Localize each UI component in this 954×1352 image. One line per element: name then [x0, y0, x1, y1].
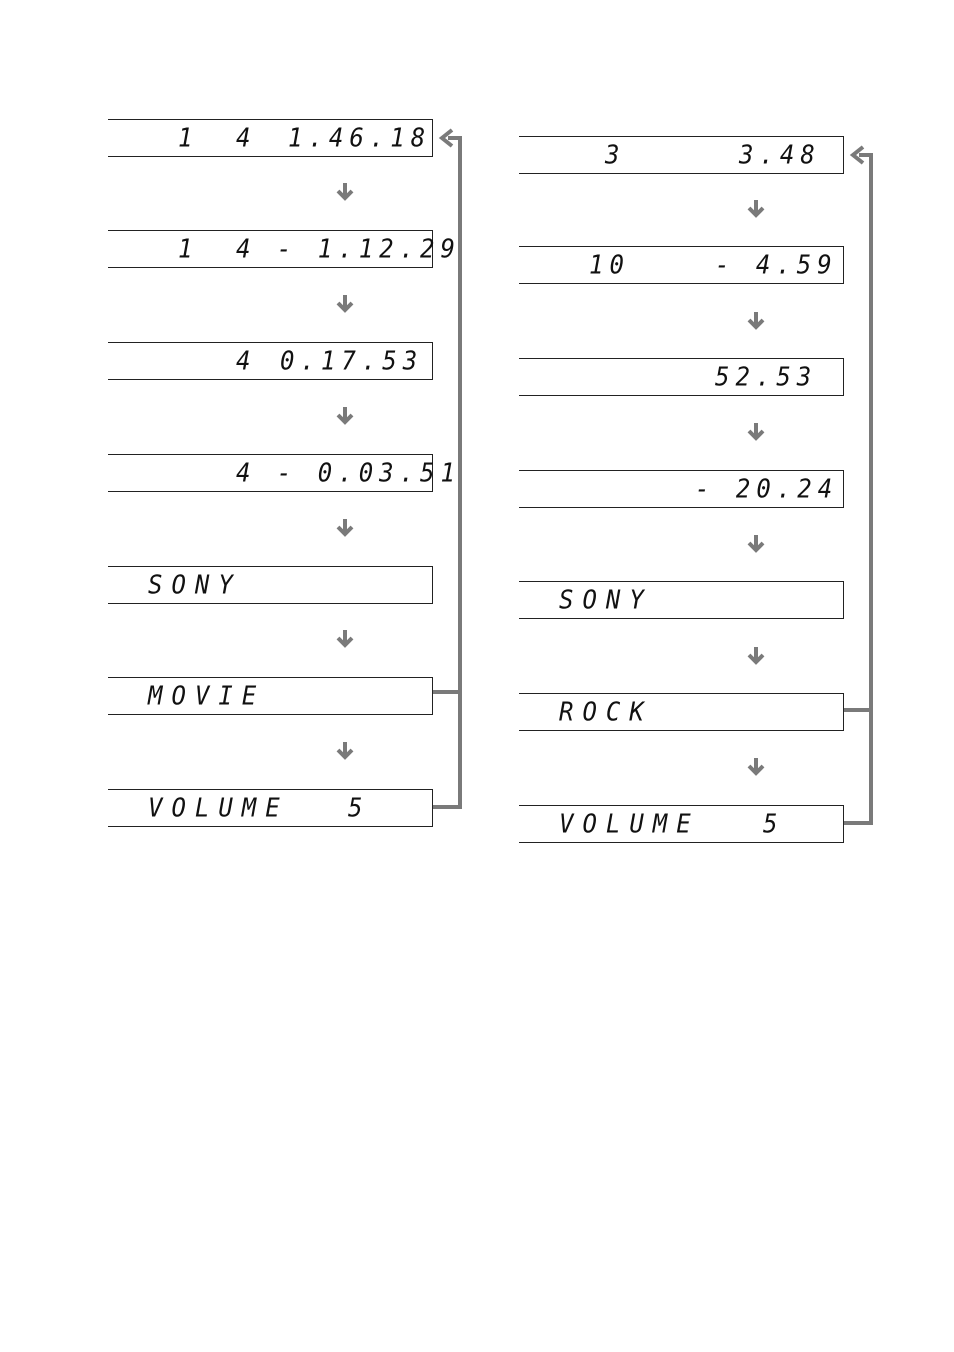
display-segment-time: 4 - 1.12.29: [236, 233, 461, 265]
display-segment-track: 1: [178, 122, 199, 154]
display-segment-text: SONY: [559, 584, 653, 616]
display-segment-text: ROCK: [559, 696, 653, 728]
display-segment-time: 52.53: [715, 361, 818, 393]
display-segment-text: VOLUME: [148, 792, 289, 824]
display-segment-index: 4: [236, 122, 257, 154]
loop-back-arrow: [844, 155, 871, 823]
display-segment-text: SONY: [148, 569, 242, 601]
display-segment-time: 3.48: [739, 139, 821, 171]
display-segment-time: - 20.24: [695, 473, 839, 505]
display-segment-text: MOVIE: [148, 680, 266, 712]
display-segment-track: 1: [178, 233, 199, 265]
display-segment-index: 4: [236, 345, 257, 377]
display-segment-text: VOLUME: [559, 808, 700, 840]
display-segment-time: 0.17.53: [280, 345, 424, 377]
display-segment-time: - 4.59: [715, 249, 838, 281]
display-segment-value: 5: [763, 808, 784, 840]
loop-back-arrow: [433, 138, 460, 807]
display-segment-value: 5: [348, 792, 369, 824]
display-segment-time: 4 - 0.03.51: [236, 457, 461, 489]
display-segment-track: 10: [589, 249, 630, 281]
display-segment-track: 3: [605, 139, 626, 171]
display-segment-time: 1.46.18: [288, 122, 432, 154]
